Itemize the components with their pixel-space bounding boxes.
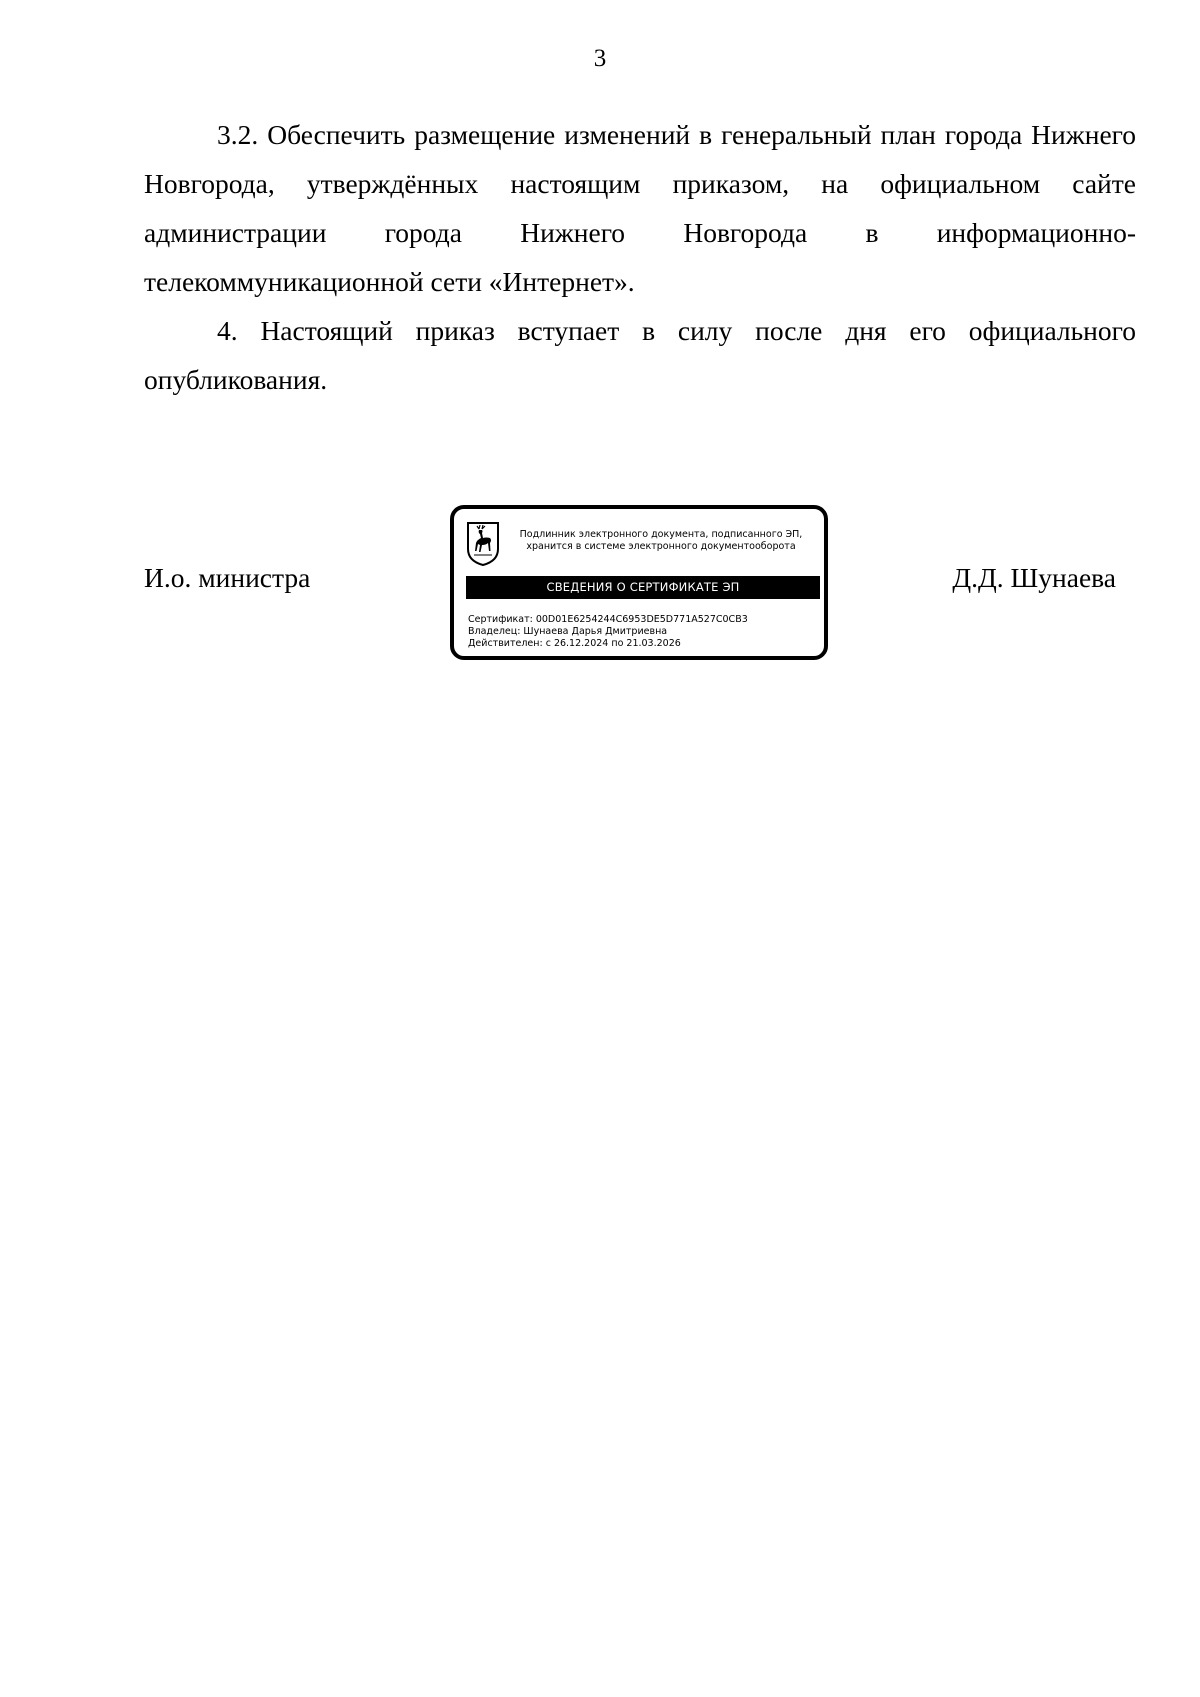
page-number: 3: [593, 45, 607, 72]
signer-position: И.о. министра: [144, 562, 311, 593]
stamp-original-note: [498, 529, 824, 553]
stamp-certificate-details: [468, 614, 748, 650]
stamp-banner: СВЕДЕНИЯ О СЕРТИФИКАТЕ ЭП: [466, 576, 820, 599]
certificate-owner: Владелец: Шунаева Дарья Дмитриевна: [468, 626, 668, 637]
signature-block: [0, 505, 1200, 665]
stamp-note-line-2: хранится в системе электронного документооборота: [526, 541, 796, 552]
stamp-note-line-1: Подлинник электронного документа, подписанного ЭП,: [519, 529, 803, 540]
document-body: [144, 110, 1136, 404]
coat-of-arms-icon: [466, 521, 500, 567]
certificate-number: Сертификат: 00D01E6254244C6953DE5D771A527C0CB3: [468, 614, 748, 625]
signer-name: Д.Д. Шунаева: [952, 562, 1116, 593]
paragraph-4: 4. Настоящий приказ вступает в силу после дня его официального опубликования.: [144, 315, 1136, 395]
electronic-signature-stamp: [450, 505, 828, 660]
paragraph-3-2: 3.2. Обеспечить размещение изменений в генеральный план города Нижнего Новгорода, утверждённых настоящим приказом, на официальном сайте администрации города Нижнего Новгорода в информационно-телекоммуникационной сети «Интернет».: [144, 119, 1136, 297]
certificate-validity: Действителен: с 26.12.2024 по 21.03.2026: [468, 638, 681, 649]
